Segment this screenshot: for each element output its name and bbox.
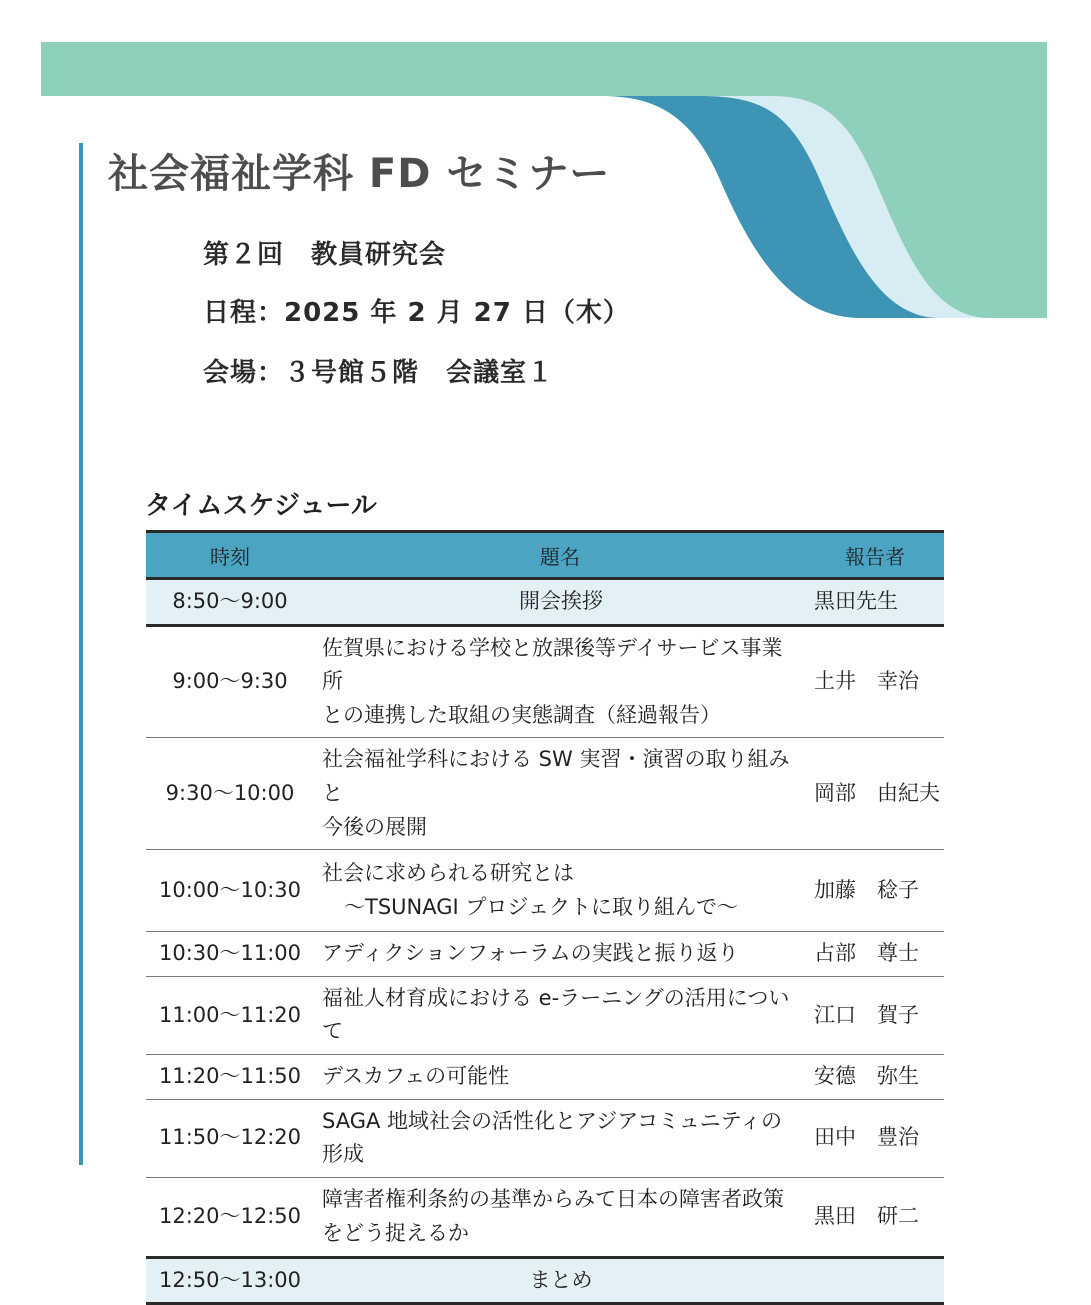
schedule-header-row (146, 532, 944, 579)
left-accent-rule (79, 143, 83, 1165)
row-time: 9:00～9:30 (146, 625, 314, 738)
event-venue: 会場：３号館５階 会議室１ (203, 358, 555, 388)
topic-line: デスカフェの可能性 (322, 1063, 510, 1088)
row-topic (314, 932, 806, 977)
table-row (146, 1177, 944, 1257)
page-title: 社会福祉学科 FD セミナー (108, 151, 611, 197)
row-topic (314, 1099, 806, 1177)
row-presenter: 黒田 研二 (806, 1177, 944, 1257)
row-topic (314, 1257, 806, 1304)
column-header-time: 時刻 (146, 532, 314, 579)
topic-line: ～TSUNAGI プロジェクトに取り組んで～ (344, 894, 738, 919)
table-row (146, 850, 944, 932)
row-presenter: 江口 賀子 (806, 976, 944, 1054)
topic-line: 佐賀県における学校と放課後等デイサービス事業所 (322, 635, 783, 694)
topic-line: 開会挨拶 (519, 589, 603, 613)
row-topic (314, 738, 806, 850)
topic-line: 福祉人材育成における e-ラーニングの活用について (322, 985, 790, 1044)
row-topic (314, 976, 806, 1054)
row-topic (314, 1054, 806, 1099)
row-topic (314, 1177, 806, 1257)
column-header-topic: 題名 (314, 532, 806, 579)
row-presenter: 占部 尊士 (806, 932, 944, 977)
row-presenter: 加藤 稔子 (806, 850, 944, 932)
row-presenter: 田中 豊治 (806, 1099, 944, 1177)
row-time: 12:50～13:00 (146, 1257, 314, 1304)
row-time: 12:20～12:50 (146, 1177, 314, 1257)
schedule-table (146, 530, 944, 1305)
row-presenter: 黒田先生 (806, 579, 944, 626)
row-time: 10:00～10:30 (146, 850, 314, 932)
row-presenter: 安德 弥生 (806, 1054, 944, 1099)
event-date: 日程：2025 年 2 月 27 日（木） (203, 298, 630, 328)
table-row (146, 625, 944, 738)
table-row (146, 1099, 944, 1177)
row-time: 9:30～10:00 (146, 738, 314, 850)
table-row (146, 579, 944, 626)
row-topic (314, 850, 806, 932)
topic-line: SAGA 地域社会の活性化とアジアコミュニティの形成 (322, 1108, 783, 1167)
topic-line: との連携した取組の実態調査（経過報告） (322, 702, 721, 727)
table-row (146, 738, 944, 850)
row-time: 10:30～11:00 (146, 932, 314, 977)
session-label: 第２回 教員研究会 (203, 240, 447, 270)
row-time: 11:20～11:50 (146, 1054, 314, 1099)
schedule-heading: タイムスケジュール (145, 491, 377, 521)
topic-line: 社会に求められる研究とは (322, 861, 574, 886)
topic-line: 社会福祉学科における SW 実習・演習の取り組みと (322, 747, 790, 805)
table-row (146, 1257, 944, 1304)
row-presenter (806, 1257, 944, 1304)
row-time: 11:00～11:20 (146, 976, 314, 1054)
table-row (146, 976, 944, 1054)
row-topic (314, 625, 806, 738)
row-time: 8:50～9:00 (146, 579, 314, 626)
row-presenter: 岡部 由紀夫 (806, 738, 944, 850)
topic-line: アディクションフォーラムの実践と振り返り (322, 941, 739, 966)
row-presenter: 土井 幸治 (806, 625, 944, 738)
table-row (146, 932, 944, 977)
topic-line: 障害者権利条約の基準からみて日本の障害者政策 (322, 1187, 784, 1212)
column-header-presenter: 報告者 (806, 532, 944, 579)
topic-line: をどう捉えるか (322, 1220, 469, 1245)
row-time: 11:50～12:20 (146, 1099, 314, 1177)
table-row (146, 1054, 944, 1099)
header-band (41, 42, 1047, 96)
topic-line: まとめ (529, 1267, 593, 1292)
topic-line: 今後の展開 (322, 814, 427, 839)
row-topic (314, 579, 806, 626)
